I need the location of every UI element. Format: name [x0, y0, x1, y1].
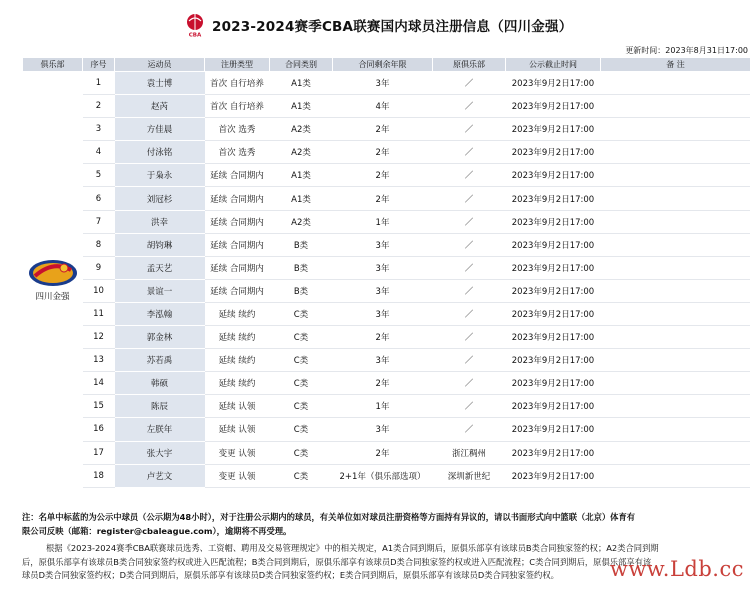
cell-note — [601, 349, 750, 372]
note-2-line-3: 球员D类合同独家签约权；D类合同到期后，原俱乐部享有该球员D类合同独家签约权；E类合同到期后，原俱乐部享有该球员D类合同独家签约权。 — [22, 570, 559, 581]
cell-prev: ／ — [433, 233, 506, 256]
cell-name: 景谊一 — [115, 279, 205, 302]
note-1: 注：名单中标蓝的为公示中球员（公示期为48小时），对于注册公示期内的球员，有关单位如对球员注册资格等方面持有异议的，请以书面形式向中篮联（北京）体育有 — [22, 512, 636, 522]
cell-no: 17 — [83, 441, 115, 464]
cell-contract: C类 — [270, 418, 333, 441]
cell-note — [601, 210, 750, 233]
cell-deadline: 2023年9月2日17:00 — [506, 256, 601, 279]
cell-years: 3年 — [333, 349, 433, 372]
cell-name: 李泓翰 — [115, 302, 205, 325]
cell-prev: ／ — [433, 187, 506, 210]
cell-contract: C类 — [270, 395, 333, 418]
cell-note — [601, 233, 750, 256]
cell-contract: C类 — [270, 302, 333, 325]
cell-deadline: 2023年9月2日17:00 — [506, 72, 601, 95]
cell-no: 4 — [83, 141, 115, 164]
cell-no: 15 — [83, 395, 115, 418]
cell-prev: ／ — [433, 141, 506, 164]
cell-deadline: 2023年9月2日17:00 — [506, 210, 601, 233]
cell-note — [601, 141, 750, 164]
title-bar — [0, 10, 750, 40]
cell-prev: ／ — [433, 326, 506, 349]
cell-reg: 延续 合同期内 — [205, 233, 270, 256]
cell-note — [601, 464, 750, 487]
cell-contract: B类 — [270, 256, 333, 279]
cell-name: 郭金林 — [115, 326, 205, 349]
cell-name: 洪幸 — [115, 210, 205, 233]
cell-reg: 变更 认领 — [205, 464, 270, 487]
cell-name: 于枭永 — [115, 164, 205, 187]
cell-reg: 变更 认领 — [205, 441, 270, 464]
cell-name: 张大宇 — [115, 441, 205, 464]
table-row — [23, 326, 750, 349]
cell-years: 2年 — [333, 164, 433, 187]
cell-contract: C类 — [270, 441, 333, 464]
column-header: 运动员 — [115, 58, 205, 72]
cell-deadline: 2023年9月2日17:00 — [506, 118, 601, 141]
cell-contract: C类 — [270, 464, 333, 487]
cell-name: 胡钧琳 — [115, 233, 205, 256]
table-row — [23, 72, 750, 95]
cell-contract: C类 — [270, 349, 333, 372]
cell-years: 3年 — [333, 418, 433, 441]
cell-contract: A1类 — [270, 95, 333, 118]
cell-reg: 延续 续约 — [205, 302, 270, 325]
cell-no: 10 — [83, 279, 115, 302]
cell-prev: ／ — [433, 164, 506, 187]
cell-reg: 延续 合同期内 — [205, 164, 270, 187]
cell-note — [601, 302, 750, 325]
cell-contract: A2类 — [270, 118, 333, 141]
cell-reg: 延续 认领 — [205, 418, 270, 441]
club-cell — [23, 72, 83, 488]
cell-no: 5 — [83, 164, 115, 187]
column-header: 合同类别 — [270, 58, 333, 72]
cell-years: 2年 — [333, 118, 433, 141]
cell-note — [601, 279, 750, 302]
logo-text: CBA — [188, 32, 202, 38]
column-header: 合同剩余年限 — [333, 58, 433, 72]
cell-deadline: 2023年9月2日17:00 — [506, 233, 601, 256]
cell-note — [601, 164, 750, 187]
column-header: 注册类型 — [205, 58, 270, 72]
cell-note — [601, 441, 750, 464]
cell-contract: B类 — [270, 233, 333, 256]
cell-years: 2年 — [333, 372, 433, 395]
cell-contract: A2类 — [270, 210, 333, 233]
table-row — [23, 302, 750, 325]
cell-years: 3年 — [333, 72, 433, 95]
table-row — [23, 349, 750, 372]
cell-reg: 首次 自行培养 — [205, 72, 270, 95]
table-row — [23, 441, 750, 464]
cell-name: 付泳铭 — [115, 141, 205, 164]
cell-reg: 首次 自行培养 — [205, 95, 270, 118]
cell-note — [601, 418, 750, 441]
update-time: 更新时间：2023年8月31日17:00 — [625, 46, 748, 55]
cell-years: 4年 — [333, 95, 433, 118]
cell-no: 18 — [83, 464, 115, 487]
cell-no: 12 — [83, 326, 115, 349]
cell-deadline: 2023年9月2日17:00 — [506, 141, 601, 164]
cell-contract: A2类 — [270, 141, 333, 164]
cell-prev: ／ — [433, 210, 506, 233]
cell-reg: 延续 合同期内 — [205, 187, 270, 210]
note-2-line-2: 后，原俱乐部享有该球员B类合同独家签约权或进入匹配流程；B类合同到期后，原俱乐部享有该球员D类合同独家签约权或进入匹配流程；C类合同到期后，原俱乐部享有该 — [22, 556, 652, 567]
cell-years: 2年 — [333, 141, 433, 164]
cell-prev: ／ — [433, 72, 506, 95]
table-row — [23, 118, 750, 141]
cell-years: 3年 — [333, 302, 433, 325]
cell-name: 韩硕 — [115, 372, 205, 395]
column-header: 俱乐部 — [23, 58, 83, 72]
cell-years: 3年 — [333, 256, 433, 279]
cell-prev: 浙江稠州 — [433, 441, 506, 464]
page-title: 2023-2024赛季CBA联赛国内球员注册信息（四川金强） — [212, 19, 573, 35]
cell-no: 9 — [83, 256, 115, 279]
cell-prev: ／ — [433, 256, 506, 279]
cell-name: 孟天艺 — [115, 256, 205, 279]
cell-contract: A1类 — [270, 164, 333, 187]
cell-reg: 延续 续约 — [205, 326, 270, 349]
cell-name: 左朕年 — [115, 418, 205, 441]
cell-name: 方佳晨 — [115, 118, 205, 141]
cell-years: 2年 — [333, 326, 433, 349]
cell-no: 8 — [83, 233, 115, 256]
cell-no: 13 — [83, 349, 115, 372]
cell-years: 2+1年（俱乐部选项） — [333, 464, 433, 487]
table-header — [23, 58, 750, 72]
cell-reg: 首次 选秀 — [205, 141, 270, 164]
cell-name: 刘冠杉 — [115, 187, 205, 210]
column-header: 序号 — [83, 58, 115, 72]
club-logo — [27, 258, 79, 288]
cell-note — [601, 187, 750, 210]
cell-contract: C类 — [270, 326, 333, 349]
cell-deadline: 2023年9月2日17:00 — [506, 395, 601, 418]
cell-contract: A1类 — [270, 72, 333, 95]
cell-no: 1 — [83, 72, 115, 95]
table-row — [23, 256, 750, 279]
cell-name: 苏若禹 — [115, 349, 205, 372]
table-row — [23, 279, 750, 302]
cell-reg: 延续 合同期内 — [205, 210, 270, 233]
cell-note — [601, 395, 750, 418]
cell-reg: 延续 认领 — [205, 395, 270, 418]
cell-note — [601, 326, 750, 349]
cell-prev: ／ — [433, 395, 506, 418]
table-row — [23, 464, 750, 487]
cell-contract: C类 — [270, 372, 333, 395]
cell-prev: ／ — [433, 95, 506, 118]
cell-name: 赵芮 — [115, 95, 205, 118]
table-row — [23, 233, 750, 256]
column-header: 原俱乐部 — [433, 58, 506, 72]
cell-no: 7 — [83, 210, 115, 233]
cell-prev: 深圳新世纪 — [433, 464, 506, 487]
column-header: 备 注 — [601, 58, 750, 72]
cell-note — [601, 372, 750, 395]
cell-no: 16 — [83, 418, 115, 441]
cell-no: 6 — [83, 187, 115, 210]
cell-note — [601, 118, 750, 141]
cell-prev: ／ — [433, 418, 506, 441]
cell-years: 2年 — [333, 187, 433, 210]
note-2-line-1: 根据《2023-2024赛季CBA联赛球员选秀、工资帽、聘用及交易管理规定》中的相关规定，A1类合同到期后，原俱乐部享有该球员B类合同独家签约权；A2类合同到期 — [46, 543, 659, 554]
cell-reg: 延续 续约 — [205, 349, 270, 372]
cell-no: 14 — [83, 372, 115, 395]
cell-contract: A1类 — [270, 187, 333, 210]
cell-reg: 首次 选秀 — [205, 118, 270, 141]
cell-note — [601, 72, 750, 95]
cell-deadline: 2023年9月2日17:00 — [506, 326, 601, 349]
cell-no: 2 — [83, 95, 115, 118]
cell-prev: ／ — [433, 372, 506, 395]
cell-name: 卢艺文 — [115, 464, 205, 487]
cell-prev: ／ — [433, 118, 506, 141]
cell-deadline: 2023年9月2日17:00 — [506, 187, 601, 210]
cell-years: 1年 — [333, 210, 433, 233]
cell-years: 3年 — [333, 279, 433, 302]
table-row — [23, 372, 750, 395]
cell-deadline: 2023年9月2日17:00 — [506, 95, 601, 118]
cell-deadline: 2023年9月2日17:00 — [506, 372, 601, 395]
cell-deadline: 2023年9月2日17:00 — [506, 349, 601, 372]
table-row — [23, 210, 750, 233]
cell-prev: ／ — [433, 279, 506, 302]
cell-deadline: 2023年9月2日17:00 — [506, 164, 601, 187]
cell-deadline: 2023年9月2日17:00 — [506, 464, 601, 487]
cell-deadline: 2023年9月2日17:00 — [506, 441, 601, 464]
table-row — [23, 187, 750, 210]
cell-reg: 延续 合同期内 — [205, 256, 270, 279]
table-row — [23, 95, 750, 118]
registration-table — [22, 57, 750, 488]
cell-no: 3 — [83, 118, 115, 141]
table-row — [23, 141, 750, 164]
cell-years: 2年 — [333, 441, 433, 464]
table-row — [23, 418, 750, 441]
club-name: 四川金强 — [35, 291, 70, 302]
cell-deadline: 2023年9月2日17:00 — [506, 279, 601, 302]
cell-contract: B类 — [270, 279, 333, 302]
cell-reg: 延续 续约 — [205, 372, 270, 395]
column-header: 公示截止时间 — [506, 58, 601, 72]
cell-years: 1年 — [333, 395, 433, 418]
cell-reg: 延续 合同期内 — [205, 279, 270, 302]
note-1-cont: 限公司反映（邮箱：register@cbaleague.com），逾期将不再受理。 — [22, 525, 292, 536]
cell-years: 3年 — [333, 233, 433, 256]
table-row — [23, 164, 750, 187]
cell-prev: ／ — [433, 349, 506, 372]
cell-note — [601, 256, 750, 279]
cell-name: 陈辰 — [115, 395, 205, 418]
cell-prev: ／ — [433, 302, 506, 325]
cell-no: 11 — [83, 302, 115, 325]
cell-note — [601, 95, 750, 118]
email-link[interactable]: register@cbaleague.com — [96, 525, 213, 536]
watermark: www.Ldb.cc — [609, 557, 744, 581]
table-row — [23, 395, 750, 418]
cell-deadline: 2023年9月2日17:00 — [506, 418, 601, 441]
cba-logo — [186, 12, 204, 38]
cell-name: 袁士博 — [115, 72, 205, 95]
cell-deadline: 2023年9月2日17:00 — [506, 302, 601, 325]
